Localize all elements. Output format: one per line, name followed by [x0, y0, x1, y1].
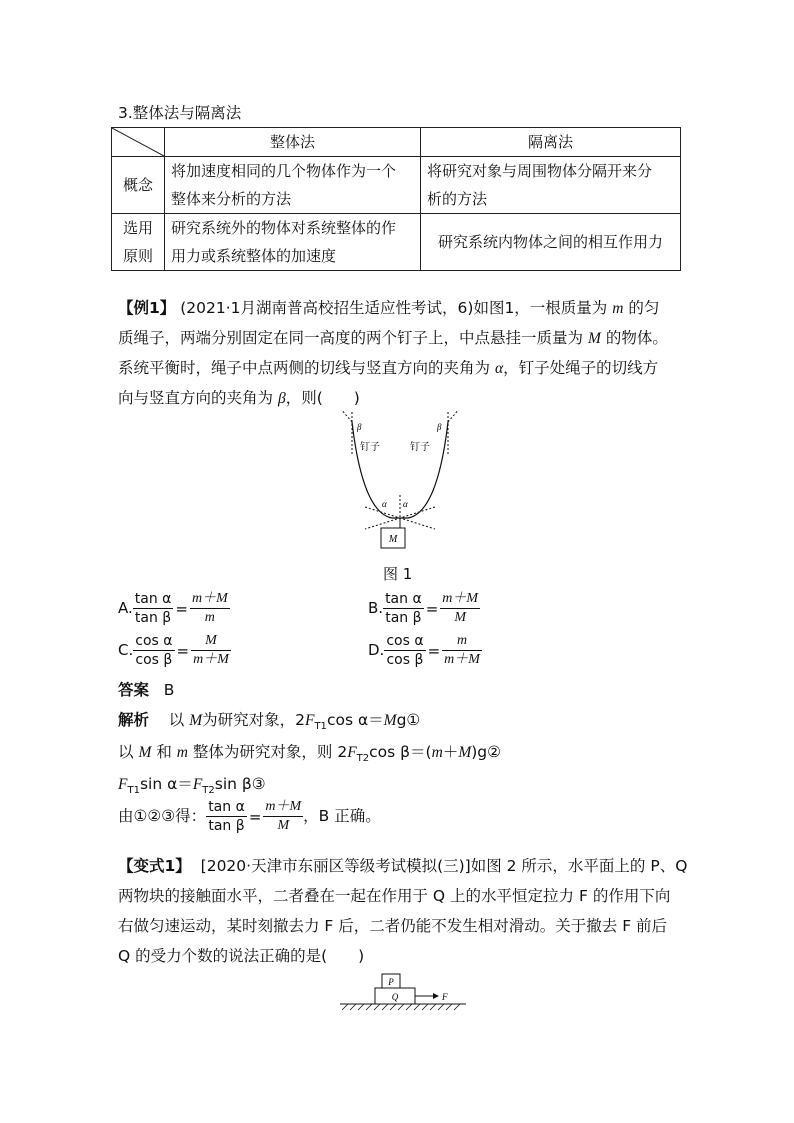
example-tag: 【例1】: [118, 299, 176, 317]
frac-num: m: [442, 632, 482, 651]
frac-right: [191, 632, 231, 669]
table-row: [112, 157, 681, 214]
alpha-right: α: [403, 499, 408, 509]
mass-label: M: [388, 534, 398, 545]
nail-label-right: 钉子: [410, 442, 430, 453]
text-span: 为研究对象，2: [202, 711, 305, 729]
frac-num: M: [191, 632, 231, 651]
option-a[interactable]: A. $\frac{\text{tan α}}{\text{tan β}}$ = $\frac{m+M}{m}$: [118, 591, 228, 626]
var-M: M: [458, 744, 472, 761]
var-alpha: α: [494, 360, 504, 377]
analysis-line3: [118, 772, 266, 796]
var-M: M: [138, 744, 152, 761]
text-span: g①: [396, 711, 421, 729]
frac-den: m: [204, 610, 215, 625]
frac-num: cos α: [386, 633, 424, 649]
cell-principle-isolation: [421, 214, 681, 271]
text-span: 向与竖直方向的夹角为: [118, 389, 274, 407]
frac-right: [440, 590, 480, 627]
text-span: 质绳子，两端分别固定在同一高度的两个钉子上，中点悬挂一质量为: [118, 329, 584, 347]
nail-label-left: 钉子: [360, 442, 380, 453]
frac-num: m＋M: [190, 590, 230, 609]
text-span: 和: [156, 743, 172, 761]
block-q-label: Q: [391, 992, 399, 1002]
frac-num: m＋M: [263, 798, 303, 817]
text-span: sin β③: [214, 775, 266, 793]
text-span: ，B 正确。: [303, 807, 381, 825]
text-span: 的物体。: [605, 329, 668, 347]
analysis-line1: [118, 708, 420, 732]
frac-left: [383, 590, 424, 627]
var-m: m: [176, 744, 188, 761]
frac-den: M: [454, 610, 466, 625]
answer-line: [118, 678, 174, 700]
section-title: 3.整体法与隔离法: [118, 104, 242, 122]
beta-left: β: [357, 422, 362, 432]
frac-num: tan α: [134, 591, 172, 607]
tangent-left: [340, 410, 352, 422]
ground-hatch: [342, 1004, 460, 1010]
example1-line2: [118, 326, 668, 348]
text-span: 由①②③得：: [118, 807, 207, 825]
option-letter: D.: [368, 641, 385, 659]
text-span: cos α＝: [326, 711, 384, 729]
variant1-line4: Q 的受力个数的说法正确的是( ): [118, 947, 365, 965]
alpha-left: α: [382, 499, 387, 509]
example1-line3: [118, 356, 658, 378]
frac-left: [133, 632, 174, 669]
cell-line: 选用: [122, 219, 153, 237]
answer-label: 答案: [118, 681, 150, 699]
text-span: sin α＝: [139, 775, 193, 793]
frac-den: m＋M: [444, 652, 480, 667]
frac-left: [206, 798, 247, 835]
cell-line: 将加速度相同的几个物体作为一个: [171, 162, 397, 180]
arrow-head: [433, 993, 439, 999]
frac-den: M: [277, 818, 290, 833]
cell-line: 将研究对象与周围物体分隔开来分: [427, 162, 653, 180]
sub-T1: T1: [127, 785, 140, 797]
cell-principle-whole: [165, 214, 421, 271]
analysis-line4: 由①②③得： $\frac{\text{tan α}}{\text{tan β}}$ = $\frac{m+M}{M}$ ，B 正确。: [118, 799, 381, 834]
option-c[interactable]: C. $\frac{\text{cos α}}{\text{cos β}}$ = $\frac{M}{m+M}$: [118, 633, 229, 668]
example1-line1: [118, 296, 659, 318]
frac-den: cos β: [386, 652, 424, 668]
force-label: F: [442, 992, 448, 1002]
row-label-principle: [112, 214, 165, 271]
sub-T1: T1: [314, 721, 327, 733]
beta-right: β: [437, 422, 442, 432]
header-whole-method: 整体法: [165, 128, 421, 157]
frac-num: cos α: [135, 633, 173, 649]
var-M: M: [383, 712, 397, 729]
var-m: m: [431, 744, 443, 761]
cell-concept-whole: [165, 157, 421, 214]
text-span: 的匀: [628, 299, 660, 317]
cell-concept-isolation: [421, 157, 681, 214]
text-span: 系统平衡时，绳子中点两侧的切线与竖直方向的夹角为: [118, 359, 491, 377]
answer-value: B: [163, 681, 175, 699]
table-corner-cell: [112, 128, 165, 157]
figure2-blocks-diagram: [338, 972, 468, 1014]
frac-den: cos β: [135, 652, 173, 668]
diagonal-divider: [112, 128, 164, 156]
var-beta: β: [277, 390, 286, 407]
var-F: F: [192, 776, 203, 793]
text-span: 以: [118, 743, 134, 761]
option-letter: B.: [368, 599, 384, 617]
frac-right: [263, 798, 303, 835]
text-span: 整体为研究对象，则 2: [192, 743, 348, 761]
tangent-right: [448, 410, 460, 422]
block-p-label: P: [388, 977, 394, 987]
var-F: F: [304, 712, 315, 729]
sub-T2: T2: [356, 753, 370, 765]
text-span: ＋: [442, 743, 459, 761]
text-span: [2020·天津市东丽区等级考试模拟(三)]如图 2 所示，水平面上的 P、Q: [200, 857, 688, 875]
table-row: [112, 214, 681, 271]
text-span: cos β＝(: [369, 743, 432, 761]
option-letter: C.: [118, 641, 134, 659]
text-span: )g②: [471, 743, 502, 761]
var-F: F: [118, 776, 128, 793]
text-span: 以: [168, 711, 185, 729]
option-letter: A.: [118, 599, 133, 617]
var-M: M: [189, 712, 203, 729]
figure1-rope-diagram: [330, 410, 470, 560]
frac-right: [442, 632, 482, 669]
frac-num: m＋M: [440, 590, 480, 609]
frac-right: [190, 590, 230, 627]
analysis-label: 解析: [118, 711, 150, 729]
var-F: F: [347, 744, 357, 761]
var-M: M: [587, 330, 601, 347]
option-d[interactable]: D. $\frac{\text{cos α}}{\text{cos β}}$ = $\frac{m}{m+M}$: [368, 633, 480, 668]
sub-T2: T2: [202, 785, 215, 797]
variant-tag: 【变式1】: [118, 857, 191, 875]
cell-line: 原则: [122, 247, 153, 265]
cell-line: 研究系统外的物体对系统整体的作: [171, 219, 397, 237]
text-span: ，钉子处绳子的切线方: [503, 359, 659, 377]
frac-num: tan α: [385, 591, 422, 607]
frac-num: tan α: [208, 799, 245, 815]
text-span: 如图1，一根质量为: [473, 299, 608, 317]
variant1-line2: 两物块的接触面水平，二者叠在一起在作用于 Q 上的水平恒定拉力 F 的作用下向: [118, 887, 671, 905]
example-source: (2021·1月湖南普高校招生适应性考试，6): [180, 299, 474, 317]
cell-line: 用力或系统整体的加速度: [171, 247, 337, 265]
variant1-line1: [118, 854, 687, 876]
header-isolation-method: 隔离法: [421, 128, 681, 157]
cell-line: 析的方法: [427, 190, 488, 208]
frac-den: tan β: [208, 818, 245, 834]
analysis-line2: [118, 740, 501, 764]
option-b[interactable]: B. $\frac{\text{tan α}}{\text{tan β}}$ = $\frac{m+M}{M}$: [368, 591, 479, 626]
cell-line: 整体来分析的方法: [171, 190, 292, 208]
figure1-caption: 图 1: [383, 565, 413, 583]
frac-left: [133, 590, 174, 627]
text-span: ，则( ): [285, 389, 360, 407]
variant1-line3: 右做匀速运动，某时刻撤去力 F 后，二者仍能不发生相对滑动。关于撤去 F 前后: [118, 917, 668, 935]
cell-line: 研究系统内物体之间的相互作用力: [437, 233, 663, 251]
row-label-concept: 概念: [112, 157, 165, 214]
comparison-table: [111, 127, 681, 271]
frac-den: tan β: [134, 610, 172, 626]
frac-den: m＋M: [193, 652, 229, 667]
example1-line4: [118, 386, 360, 408]
frac-den: tan β: [385, 610, 422, 626]
table-header-row: [112, 128, 681, 157]
frac-left: [384, 632, 425, 669]
var-m: m: [612, 300, 624, 317]
